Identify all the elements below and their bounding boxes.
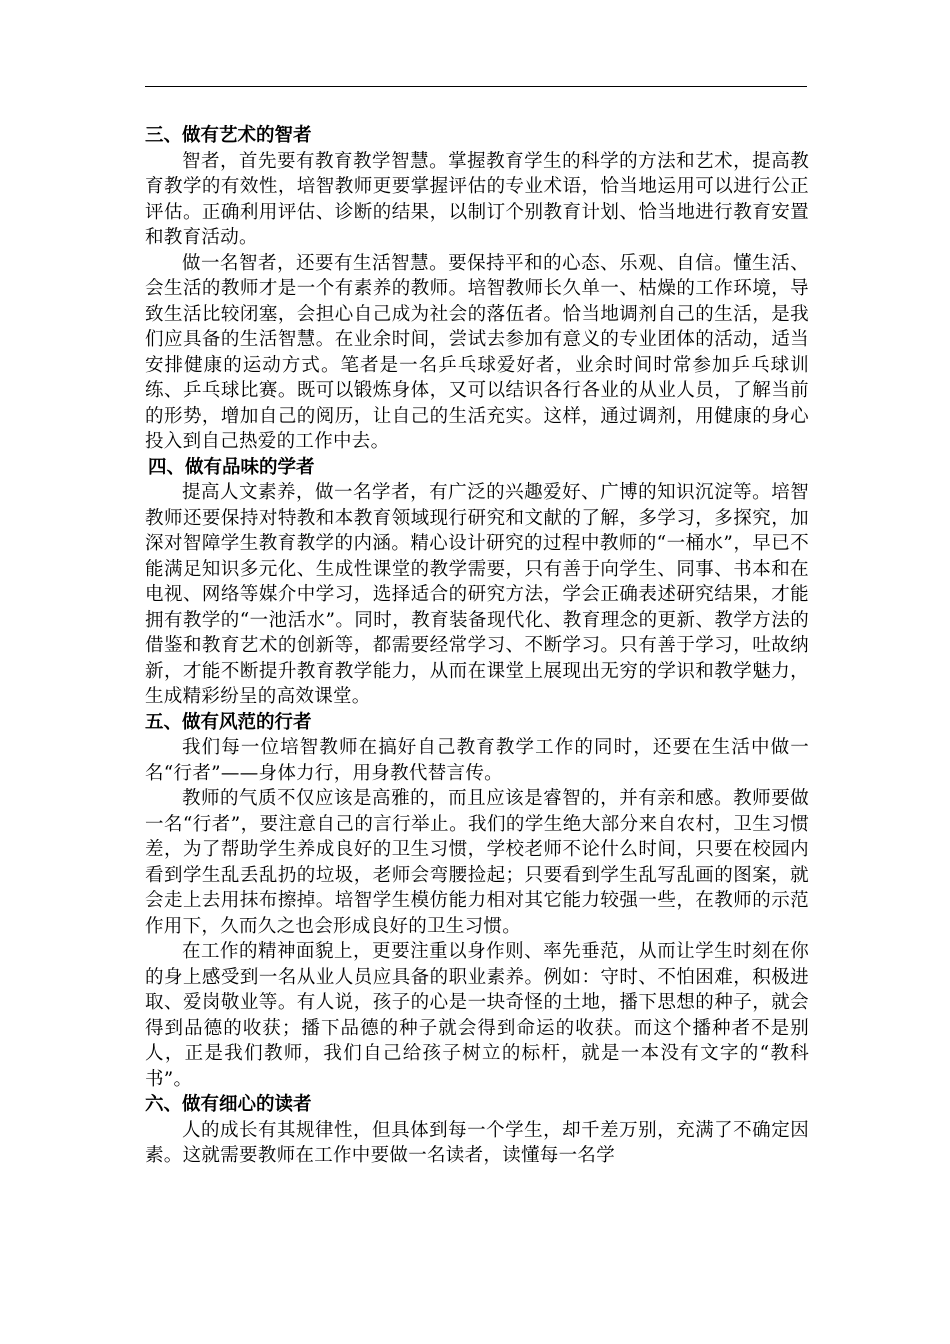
section-heading: 五、做有风范的行者 — [145, 711, 312, 733]
section-heading: 三、做有艺术的智者 — [145, 125, 312, 146]
document-body — [145, 123, 809, 1169]
header-rule — [145, 86, 807, 87]
paragraph: 做一名智者，还要有生活智慧。要保持平和的心态、乐观、自信。懂生活、会生活的教师才是一个有素养的教师。培智教师长久单一、枯燥的工作环境，导致生活比较闭塞，会担心自己成为社会的落伍者。恰当地调剂自己的生活，是我们应具备的生活智慧。在业余时间，尝试去参加有意义的专业团体的活动，适当安排健康的运动方式。笔者是一名乒乓球爱好者，业余时间时常参加乒乓球训练、乒乓球比赛。既可以锻炼身体，又可以结识各行各业的从业人员，了解当前的形势，增加自己的阅历，让自己的生活充实。这样，通过调剂，用健康的身心投入到自己热爱的工作中去。 — [145, 252, 809, 452]
section-heading: 六、做有细心的读者 — [145, 1094, 312, 1115]
paragraph: 我们每一位培智教师在搞好自己教育教学工作的同时，还要在生活中做一名“行者”——身体力行，用身教代替言传。 — [145, 737, 809, 784]
paragraph: 在工作的精神面貌上，更要注重以身作则、率先垂范，从而让学生时刻在你的身上感受到一名从业人员应具备的职业素养。例如：守时、不怕困难，积极进取、爱岗敬业等。有人说，孩子的心是一块奇怪的土地，播下思想的种子，就会得到品德的收获；播下品德的种子就会得到命运的收获。而这个播种者不是别人，正是我们教师，我们自己给孩子树立的标杆，就是一本没有文字的“教科书”。 — [145, 941, 809, 1090]
paragraph: 提高人文素养，做一名学者，有广泛的兴趣爱好、广博的知识沉淀等。培智教师还要保持对特教和本教育领域现行研究和文献的了解，多学习，多探究，加深对智障学生教育教学的内涵。精心设计研究的过程中教师的“一桶水”，早已不能满足知识多元化、生成性课堂的教学需要，只有善于向学生、同事、书本和在电视、网络等媒介中学习，选择适合的研究方法，学会正确表述研究结果，才能拥有教学的“一池活水”。同时，教育装备现代化、教育理念的更新、教学方法的借鉴和教育艺术的创新等，都需要经常学习、不断学习。只有善于学习，吐故纳新，才能不断提升教育教学能力，从而在课堂上展现出无穷的学识和教学魅力，生成精彩纷呈的高效课堂。 — [145, 482, 809, 707]
paragraph: 人的成长有其规律性，但具体到每一个学生，却千差万别，充满了不确定因素。这就需要教师在工作中要做一名读者，读懂每一名学 — [145, 1119, 809, 1166]
section-heading: 四、做有品味的学者 — [148, 456, 315, 478]
paragraph: 智者，首先要有教育教学智慧。掌握教育学生的科学的方法和艺术，提高教育教学的有效性，培智教师更要掌握评估的专业术语，恰当地运用可以进行公正评估。正确利用评估、诊断的结果，以制订个别教育计划、恰当地进行教育安置和教育活动。 — [145, 150, 809, 248]
paragraph: 教师的气质不仅应该是高雅的，而且应该是睿智的，并有亲和感。教师要做一名“行者”，要注意自己的言行举止。我们的学生绝大部分来自农村，卫生习惯差，为了帮助学生养成良好的卫生习惯，学校老师不论什么时间，只要在校园内看到学生乱丢乱扔的垃圾，老师会弯腰捡起；只要看到学生乱写乱画的图案，就会走上去用抹布擦掉。培智学生模仿能力相对其它能力较强一些，在教师的示范作用下，久而久之也会形成良好的卫生习惯。 — [145, 788, 809, 937]
